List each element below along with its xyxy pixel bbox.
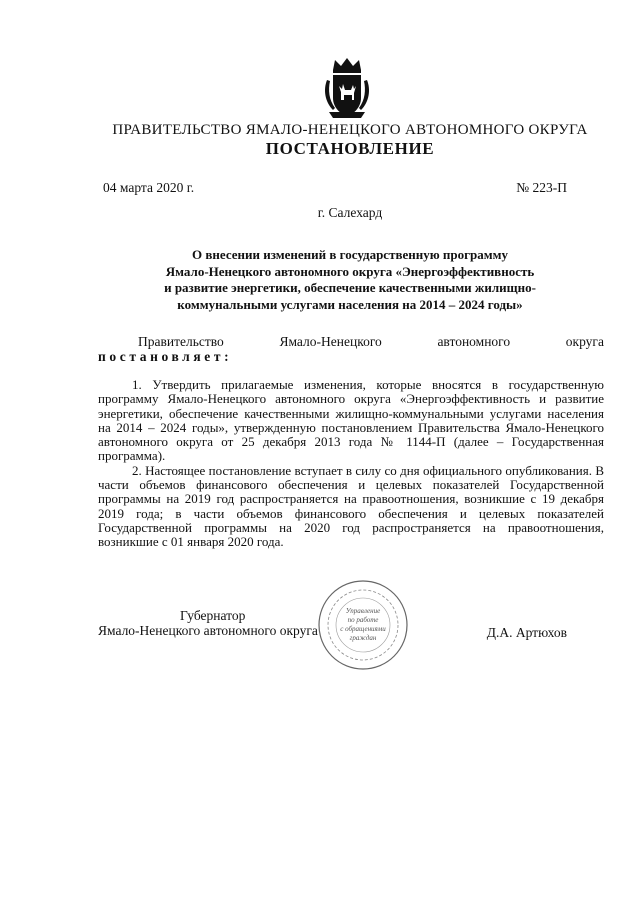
document-date: 04 марта 2020 г. (103, 180, 195, 195)
title-line: и развитие энергетики, обеспечение качественными жилищно- (164, 280, 536, 295)
document-title (120, 247, 580, 313)
stamp-line: по работе (347, 616, 379, 624)
document-type-heading: ПОСТАНОВЛЕНИЕ (265, 139, 435, 158)
preamble-word: Правительство (138, 334, 224, 349)
title-line: коммунальными услугами населения на 2014 – 2024 годы» (177, 296, 523, 312)
paragraph: 2. Настоящее постановление вступает в силу со дня официального опубликования. В части объемов финансового обеспечения и целевых показателей Государственной программы на 2019 год распространяется на правоотношения, возникшие с 19 декабря 2019 года; в части объемов финансового обеспечения и целевых показателей Государственной программы на 2020 год распространяется на правоотношения, возникшие с 01 января 2020 года. (98, 462, 604, 550)
signatory-name: Д.А. Артюхов (486, 625, 567, 640)
document-body (98, 378, 604, 550)
stamp-line: граждан (349, 634, 377, 642)
stamp-line: Управление (345, 607, 381, 615)
title-line: О внесении изменений в государственную программу (192, 247, 508, 262)
signature-title: Губернатор (180, 608, 246, 623)
decree-word: постановляет: (98, 349, 233, 364)
document-city: г. Салехард (317, 205, 383, 220)
stamp-line: с обращениями (340, 625, 386, 633)
title-line: Ямало-Ненецкого автономного округа «Энергоэффективность (165, 263, 535, 279)
signature-organization: Ямало-Ненецкого автономного округа (98, 623, 318, 638)
stamp-text (317, 607, 409, 643)
official-stamp (317, 579, 409, 671)
preamble (98, 334, 604, 364)
paragraph: 1. Утвердить прилагаемые изменения, которые вносятся в государственную программу Ямало-Ненецкого автономного округа «Энергоэффективность и развитие энергетики, обеспечение качественными жилищно-коммунальными услугами населения на 2014 – 2024 годы», утвержденную постановлением Правительства Ямало-Ненецкого автономного округа от 25 декабря 2013 года № 1144-П (далее – Государственная программа). (98, 377, 604, 464)
government-name: ПРАВИТЕЛЬСТВО ЯМАЛО-НЕНЕЦКОГО АВТОНОМНОГО ОКРУГА (112, 122, 588, 138)
preamble-word: Ямало-Ненецкого (279, 334, 382, 349)
preamble-word: автономного (437, 334, 511, 349)
preamble-line (98, 334, 604, 349)
preamble-word: округа (565, 334, 604, 349)
document-number: № 223-П (516, 180, 567, 195)
coat-of-arms-icon (321, 56, 373, 120)
signature-position (98, 608, 318, 638)
